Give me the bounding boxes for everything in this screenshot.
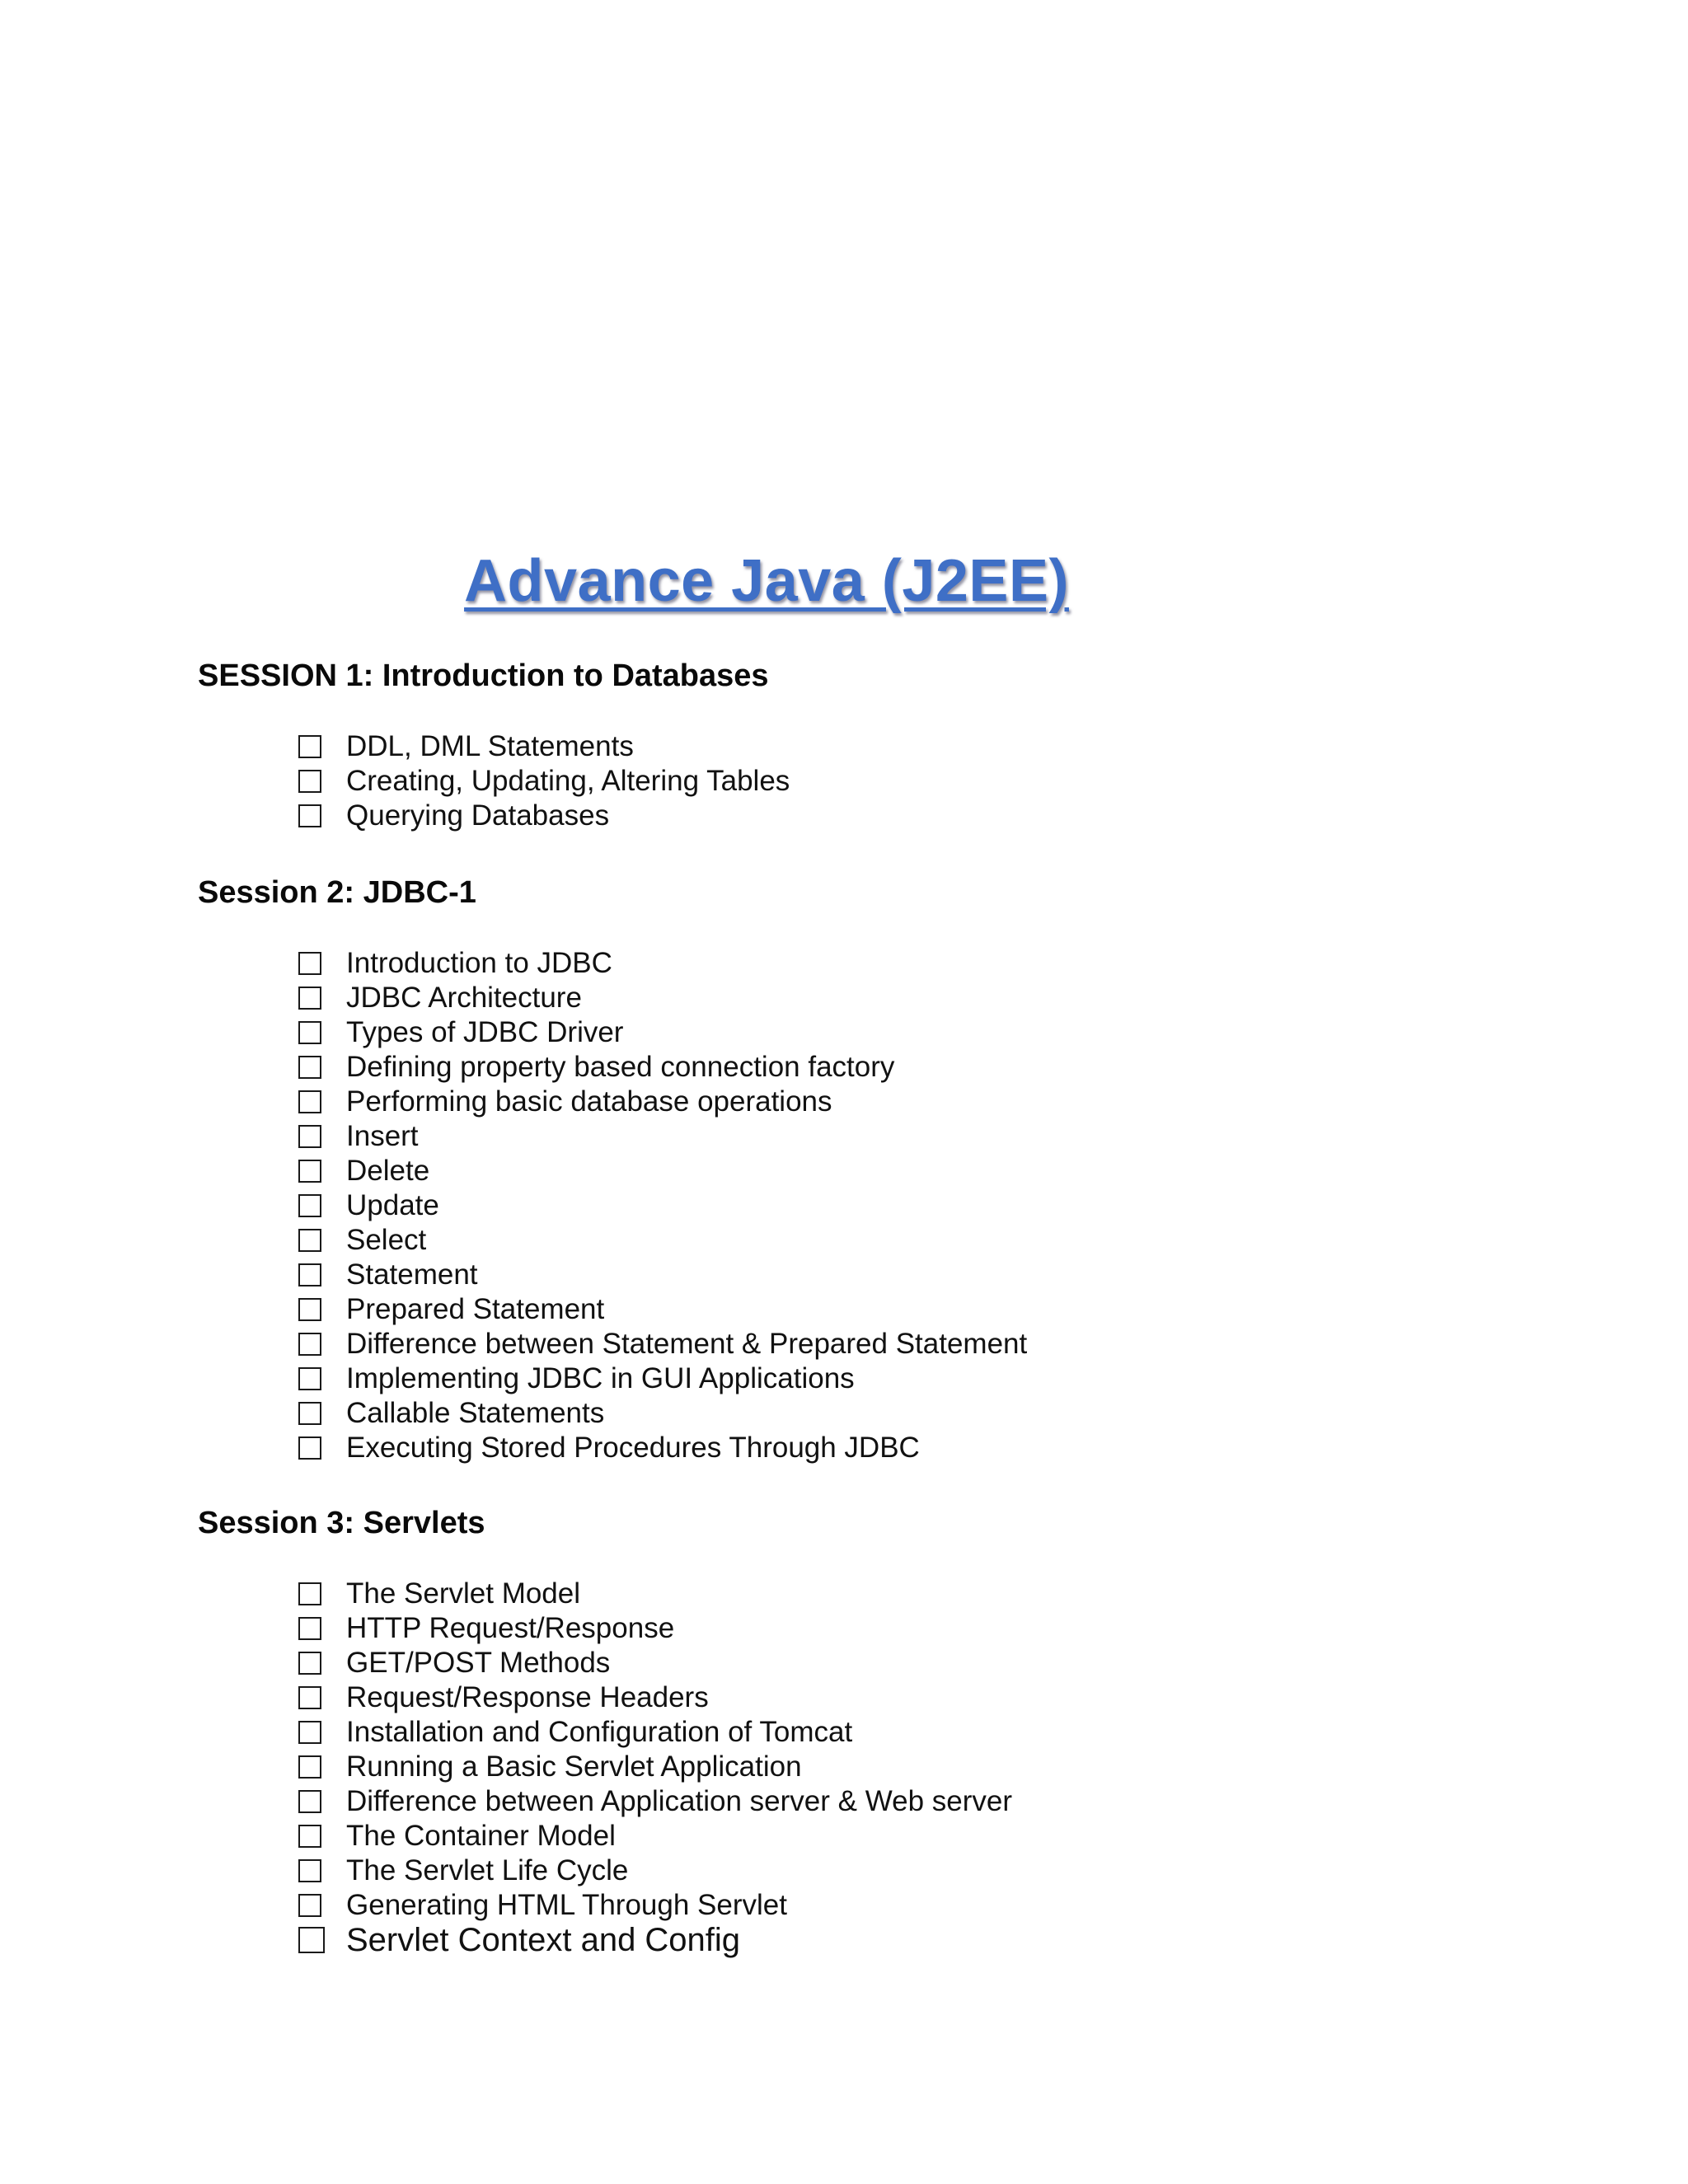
topic-label: Generating HTML Through Servlet	[346, 1889, 787, 1921]
topic-label: Querying Databases	[346, 799, 610, 832]
topic-label: Defining property based connection factory	[346, 1051, 895, 1083]
checkbox-icon	[298, 1617, 321, 1640]
checkbox-icon	[298, 1021, 321, 1044]
checkbox-icon	[298, 1721, 321, 1744]
topic-label: Creating, Updating, Altering Tables	[346, 765, 790, 797]
topic-label: The Servlet Life Cycle	[346, 1854, 629, 1886]
topic-label: Callable Statements	[346, 1397, 605, 1429]
list-item	[298, 1327, 1027, 1361]
topic-label: Types of JDBC Driver	[346, 1016, 624, 1048]
list-item	[298, 729, 790, 764]
topic-label: Introduction to JDBC	[346, 947, 612, 979]
checkbox-icon	[298, 1859, 321, 1882]
topic-label: Difference between Application server & Web server	[346, 1785, 1013, 1817]
checkbox-icon	[298, 1160, 321, 1183]
checkbox-icon	[298, 1229, 321, 1252]
list-item	[298, 1784, 1012, 1819]
checkbox-icon	[298, 804, 321, 827]
topic-label: Difference between Statement & Prepared Statement	[346, 1328, 1028, 1360]
topic-label: The Container Model	[346, 1820, 616, 1852]
topic-label: Delete	[346, 1155, 430, 1187]
list-item	[298, 1715, 1012, 1750]
list-item	[298, 1577, 1012, 1611]
topic-label: Prepared Statement	[346, 1293, 605, 1325]
list-item	[298, 1258, 1027, 1292]
list-item	[298, 1292, 1027, 1327]
checkbox-icon	[298, 770, 321, 793]
session-3-topic-list	[298, 1577, 1012, 1957]
topic-label: JDBC Architecture	[346, 982, 582, 1014]
list-item	[298, 981, 1027, 1015]
checkbox-icon	[298, 1927, 325, 1953]
topic-label: Running a Basic Servlet Application	[346, 1750, 802, 1783]
list-item	[298, 1154, 1027, 1188]
topic-label: Executing Stored Procedures Through JDBC	[346, 1432, 920, 1464]
list-item	[298, 1888, 1012, 1923]
topic-label: HTTP Request/Response	[346, 1612, 675, 1644]
checkbox-icon	[298, 1790, 321, 1813]
checkbox-icon	[298, 735, 321, 758]
list-item	[298, 1611, 1012, 1646]
document-title: Advance Java (J2EE)	[464, 548, 1069, 614]
checkbox-icon	[298, 1194, 321, 1217]
topic-label: Performing basic database operations	[346, 1085, 832, 1118]
checkbox-icon	[298, 1894, 321, 1917]
list-item	[298, 764, 790, 799]
list-item	[298, 1015, 1027, 1050]
list-item	[298, 946, 1027, 981]
session-2-heading: Session 2: JDBC-1	[198, 875, 476, 910]
checkbox-icon	[298, 1825, 321, 1848]
session-3-heading: Session 3: Servlets	[198, 1506, 485, 1540]
checkbox-icon	[298, 1125, 321, 1148]
checkbox-icon	[298, 952, 321, 975]
topic-label: Select	[346, 1224, 427, 1256]
checkbox-icon	[298, 1436, 321, 1460]
topic-label: The Servlet Model	[346, 1577, 581, 1610]
list-item	[298, 1188, 1027, 1223]
topic-label: Insert	[346, 1120, 419, 1152]
list-item	[298, 1396, 1027, 1431]
session-1-heading: SESSION 1: Introduction to Databases	[198, 658, 769, 693]
checkbox-icon	[298, 1298, 321, 1321]
list-item	[298, 799, 790, 833]
checkbox-icon	[298, 987, 321, 1010]
checkbox-icon	[298, 1367, 321, 1390]
list-item	[298, 1119, 1027, 1154]
checkbox-icon	[298, 1056, 321, 1079]
checkbox-icon	[298, 1755, 321, 1779]
checkbox-icon	[298, 1582, 321, 1605]
list-item	[298, 1361, 1027, 1396]
checkbox-icon	[298, 1652, 321, 1675]
topic-label: Installation and Configuration of Tomcat	[346, 1716, 853, 1748]
topic-label: Statement	[346, 1258, 478, 1291]
checkbox-icon	[298, 1333, 321, 1356]
checkbox-icon	[298, 1402, 321, 1425]
checkbox-icon	[298, 1263, 321, 1286]
topic-label: Implementing JDBC in GUI Applications	[346, 1362, 855, 1394]
session-2-topic-list	[298, 946, 1027, 1465]
list-item	[298, 1050, 1027, 1085]
list-item	[298, 1750, 1012, 1784]
list-item	[298, 1431, 1027, 1465]
topic-label: Servlet Context and Config	[346, 1922, 741, 1958]
topic-label: DDL, DML Statements	[346, 730, 634, 762]
topic-label: GET/POST Methods	[346, 1647, 611, 1679]
checkbox-icon	[298, 1686, 321, 1709]
list-item	[298, 1680, 1012, 1715]
list-item	[298, 1854, 1012, 1888]
checkbox-icon	[298, 1090, 321, 1113]
session-1-topic-list	[298, 729, 790, 833]
list-item	[298, 1819, 1012, 1854]
list-item	[298, 1923, 1012, 1957]
topic-label: Update	[346, 1189, 439, 1221]
topic-label: Request/Response Headers	[346, 1681, 709, 1713]
list-item	[298, 1646, 1012, 1680]
list-item	[298, 1223, 1027, 1258]
list-item	[298, 1085, 1027, 1119]
